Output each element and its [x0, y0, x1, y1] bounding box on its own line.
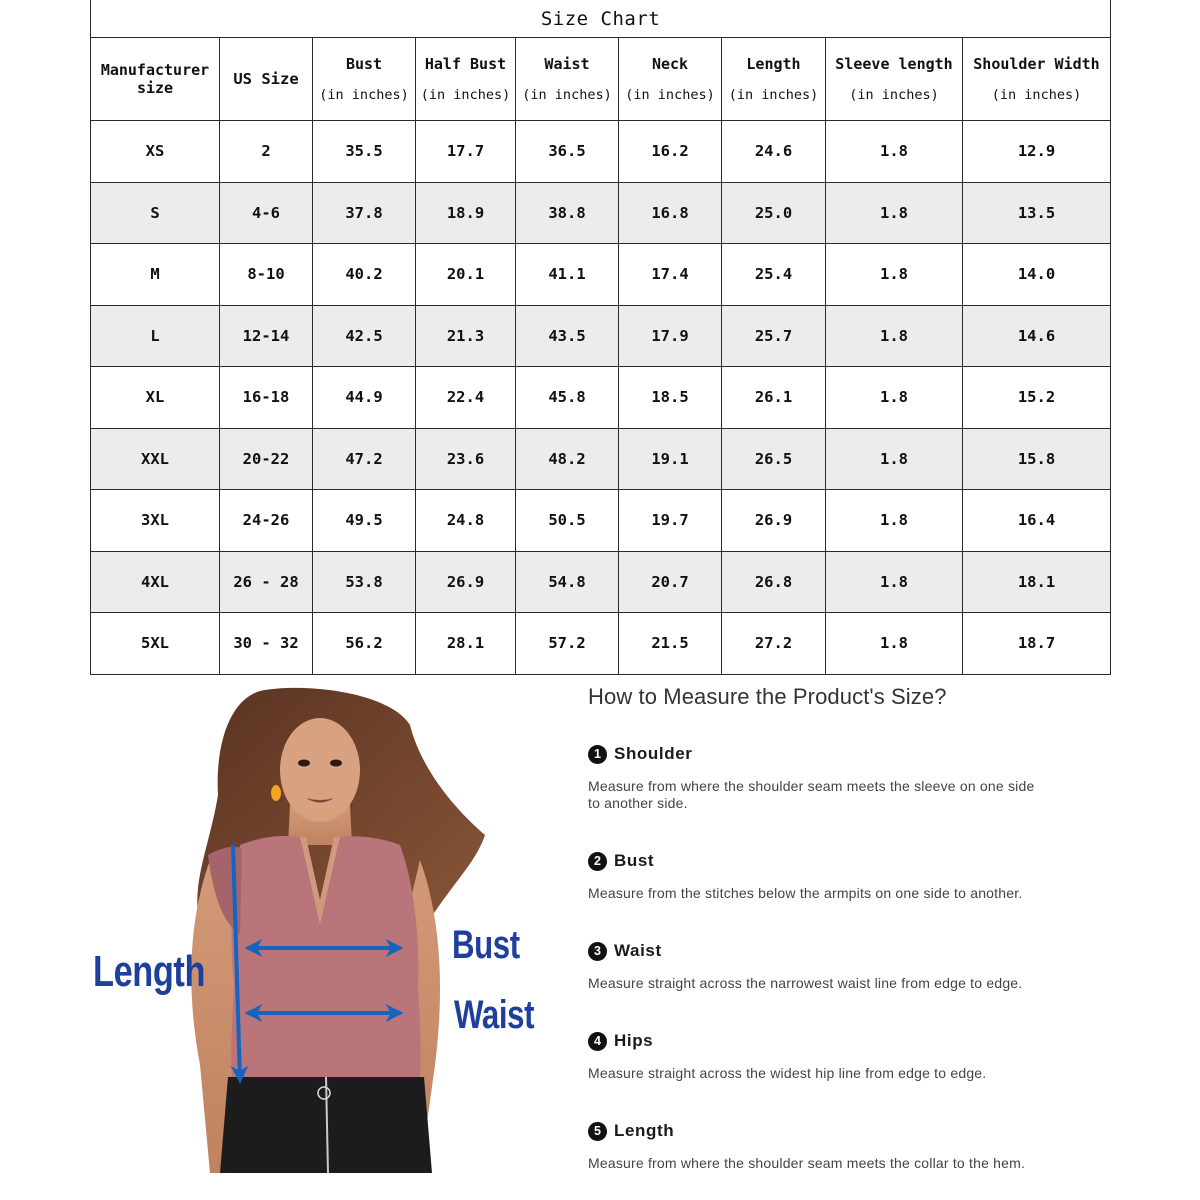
step-description: Measure from where the shoulder seam meets the collar to the hem.	[588, 1155, 1026, 1171]
table-row	[91, 613, 1111, 675]
cell-length: 26.9	[722, 490, 826, 552]
cell-half-bust: 28.1	[416, 613, 516, 675]
step-description: Measure from the stitches below the armpits on one side to another.	[588, 885, 1023, 901]
cell-length: 26.8	[722, 551, 826, 613]
table-row	[91, 428, 1111, 490]
earring-shape	[271, 785, 281, 801]
number-5-icon: 5	[588, 1122, 607, 1141]
bust-label: Bust	[452, 923, 520, 967]
table-row	[91, 490, 1111, 552]
cell-manufacturer-size: 3XL	[91, 490, 220, 552]
guide-step-waist	[588, 941, 1088, 992]
cell-us-size: 26 - 28	[220, 551, 313, 613]
cell-waist: 38.8	[516, 182, 619, 244]
column-header-half-bust: Half Bust (in inches)	[416, 38, 516, 121]
cell-sleeve-length: 1.8	[826, 367, 963, 429]
cell-manufacturer-size: 4XL	[91, 551, 220, 613]
table-body	[91, 121, 1111, 675]
column-header-us-size: US Size	[220, 38, 313, 121]
model-measurement-figure	[90, 685, 560, 1185]
cell-us-size: 30 - 32	[220, 613, 313, 675]
cell-half-bust: 24.8	[416, 490, 516, 552]
cell-neck: 18.5	[619, 367, 722, 429]
cell-neck: 16.8	[619, 182, 722, 244]
step-title: Length	[614, 1121, 675, 1140]
cell-shoulder-width: 12.9	[963, 121, 1111, 183]
cell-waist: 48.2	[516, 428, 619, 490]
cell-length: 25.7	[722, 305, 826, 367]
cell-waist: 50.5	[516, 490, 619, 552]
cell-length: 25.4	[722, 244, 826, 306]
cell-half-bust: 18.9	[416, 182, 516, 244]
cell-neck: 19.1	[619, 428, 722, 490]
cell-manufacturer-size: S	[91, 182, 220, 244]
cell-length: 24.6	[722, 121, 826, 183]
cell-neck: 19.7	[619, 490, 722, 552]
cell-length: 26.1	[722, 367, 826, 429]
cell-us-size: 16-18	[220, 367, 313, 429]
cell-us-size: 24-26	[220, 490, 313, 552]
column-header-neck: Neck (in inches)	[619, 38, 722, 121]
guide-step-hips	[588, 1031, 1088, 1082]
cell-us-size: 12-14	[220, 305, 313, 367]
size-chart-title: Size Chart	[91, 0, 1111, 38]
cell-neck: 21.5	[619, 613, 722, 675]
cell-neck: 17.4	[619, 244, 722, 306]
number-4-icon: 4	[588, 1032, 607, 1051]
cell-shoulder-width: 13.5	[963, 182, 1111, 244]
cell-shoulder-width: 14.6	[963, 305, 1111, 367]
column-header-sleeve-length: Sleeve length (in inches)	[826, 38, 963, 121]
cell-sleeve-length: 1.8	[826, 490, 963, 552]
guide-title: How to Measure the Product's Size?	[588, 684, 947, 709]
cell-shoulder-width: 16.4	[963, 490, 1111, 552]
step-title: Waist	[614, 941, 662, 960]
table-row	[91, 551, 1111, 613]
step-description: Measure straight across the widest hip line from edge to edge.	[588, 1065, 987, 1081]
cell-sleeve-length: 1.8	[826, 121, 963, 183]
cell-us-size: 4-6	[220, 182, 313, 244]
step-description: Measure from where the shoulder seam meets the sleeve on one side to another side.	[588, 778, 1035, 811]
waist-label: Waist	[454, 993, 535, 1037]
cell-half-bust: 20.1	[416, 244, 516, 306]
column-header-bust: Bust (in inches)	[313, 38, 416, 121]
cell-sleeve-length: 1.8	[826, 428, 963, 490]
column-header-waist: Waist (in inches)	[516, 38, 619, 121]
number-3-icon: 3	[588, 942, 607, 961]
cell-half-bust: 23.6	[416, 428, 516, 490]
cell-half-bust: 26.9	[416, 551, 516, 613]
cell-manufacturer-size: M	[91, 244, 220, 306]
cell-bust: 56.2	[313, 613, 416, 675]
step-title: Shoulder	[614, 744, 693, 763]
cell-half-bust: 17.7	[416, 121, 516, 183]
step-description: Measure straight across the narrowest waist line from edge to edge.	[588, 975, 1023, 991]
cell-bust: 53.8	[313, 551, 416, 613]
cell-length: 26.5	[722, 428, 826, 490]
cell-waist: 45.8	[516, 367, 619, 429]
cell-shoulder-width: 18.7	[963, 613, 1111, 675]
cell-us-size: 2	[220, 121, 313, 183]
table-row	[91, 305, 1111, 367]
guide-step-bust	[588, 851, 1088, 902]
number-1-icon: 1	[588, 745, 607, 764]
cell-bust: 44.9	[313, 367, 416, 429]
table-header-row	[91, 38, 1111, 121]
cell-waist: 57.2	[516, 613, 619, 675]
cell-shoulder-width: 15.8	[963, 428, 1111, 490]
cell-sleeve-length: 1.8	[826, 305, 963, 367]
cell-manufacturer-size: 5XL	[91, 613, 220, 675]
cell-bust: 49.5	[313, 490, 416, 552]
cell-manufacturer-size: XXL	[91, 428, 220, 490]
cell-neck: 16.2	[619, 121, 722, 183]
cell-neck: 20.7	[619, 551, 722, 613]
guide-step-shoulder	[588, 744, 1088, 812]
cell-sleeve-length: 1.8	[826, 551, 963, 613]
face-shape	[280, 718, 360, 822]
cell-bust: 40.2	[313, 244, 416, 306]
cell-us-size: 8-10	[220, 244, 313, 306]
step-title: Hips	[614, 1031, 654, 1050]
cell-sleeve-length: 1.8	[826, 182, 963, 244]
cell-waist: 43.5	[516, 305, 619, 367]
length-label: Length	[93, 947, 206, 996]
cell-manufacturer-size: XS	[91, 121, 220, 183]
guide-step-length	[588, 1121, 1088, 1172]
cell-waist: 54.8	[516, 551, 619, 613]
cell-bust: 47.2	[313, 428, 416, 490]
table-row	[91, 367, 1111, 429]
table-row	[91, 244, 1111, 306]
measure-guide	[588, 684, 1088, 1171]
cell-neck: 17.9	[619, 305, 722, 367]
cell-waist: 41.1	[516, 244, 619, 306]
cell-sleeve-length: 1.8	[826, 244, 963, 306]
cell-bust: 35.5	[313, 121, 416, 183]
column-header-manufacturer-size: Manufacturer size	[91, 38, 220, 121]
cell-length: 25.0	[722, 182, 826, 244]
cell-waist: 36.5	[516, 121, 619, 183]
cell-bust: 37.8	[313, 182, 416, 244]
step-title: Bust	[614, 851, 655, 870]
cell-shoulder-width: 14.0	[963, 244, 1111, 306]
column-header-shoulder-width: Shoulder Width (in inches)	[963, 38, 1111, 121]
cell-bust: 42.5	[313, 305, 416, 367]
number-2-icon: 2	[588, 852, 607, 871]
table-row	[91, 121, 1111, 183]
size-chart-table	[90, 0, 1111, 675]
cell-half-bust: 22.4	[416, 367, 516, 429]
cell-half-bust: 21.3	[416, 305, 516, 367]
cell-manufacturer-size: L	[91, 305, 220, 367]
table-row	[91, 182, 1111, 244]
cell-sleeve-length: 1.8	[826, 613, 963, 675]
cell-shoulder-width: 18.1	[963, 551, 1111, 613]
cell-shoulder-width: 15.2	[963, 367, 1111, 429]
cell-length: 27.2	[722, 613, 826, 675]
column-header-length: Length (in inches)	[722, 38, 826, 121]
cell-us-size: 20-22	[220, 428, 313, 490]
cell-manufacturer-size: XL	[91, 367, 220, 429]
